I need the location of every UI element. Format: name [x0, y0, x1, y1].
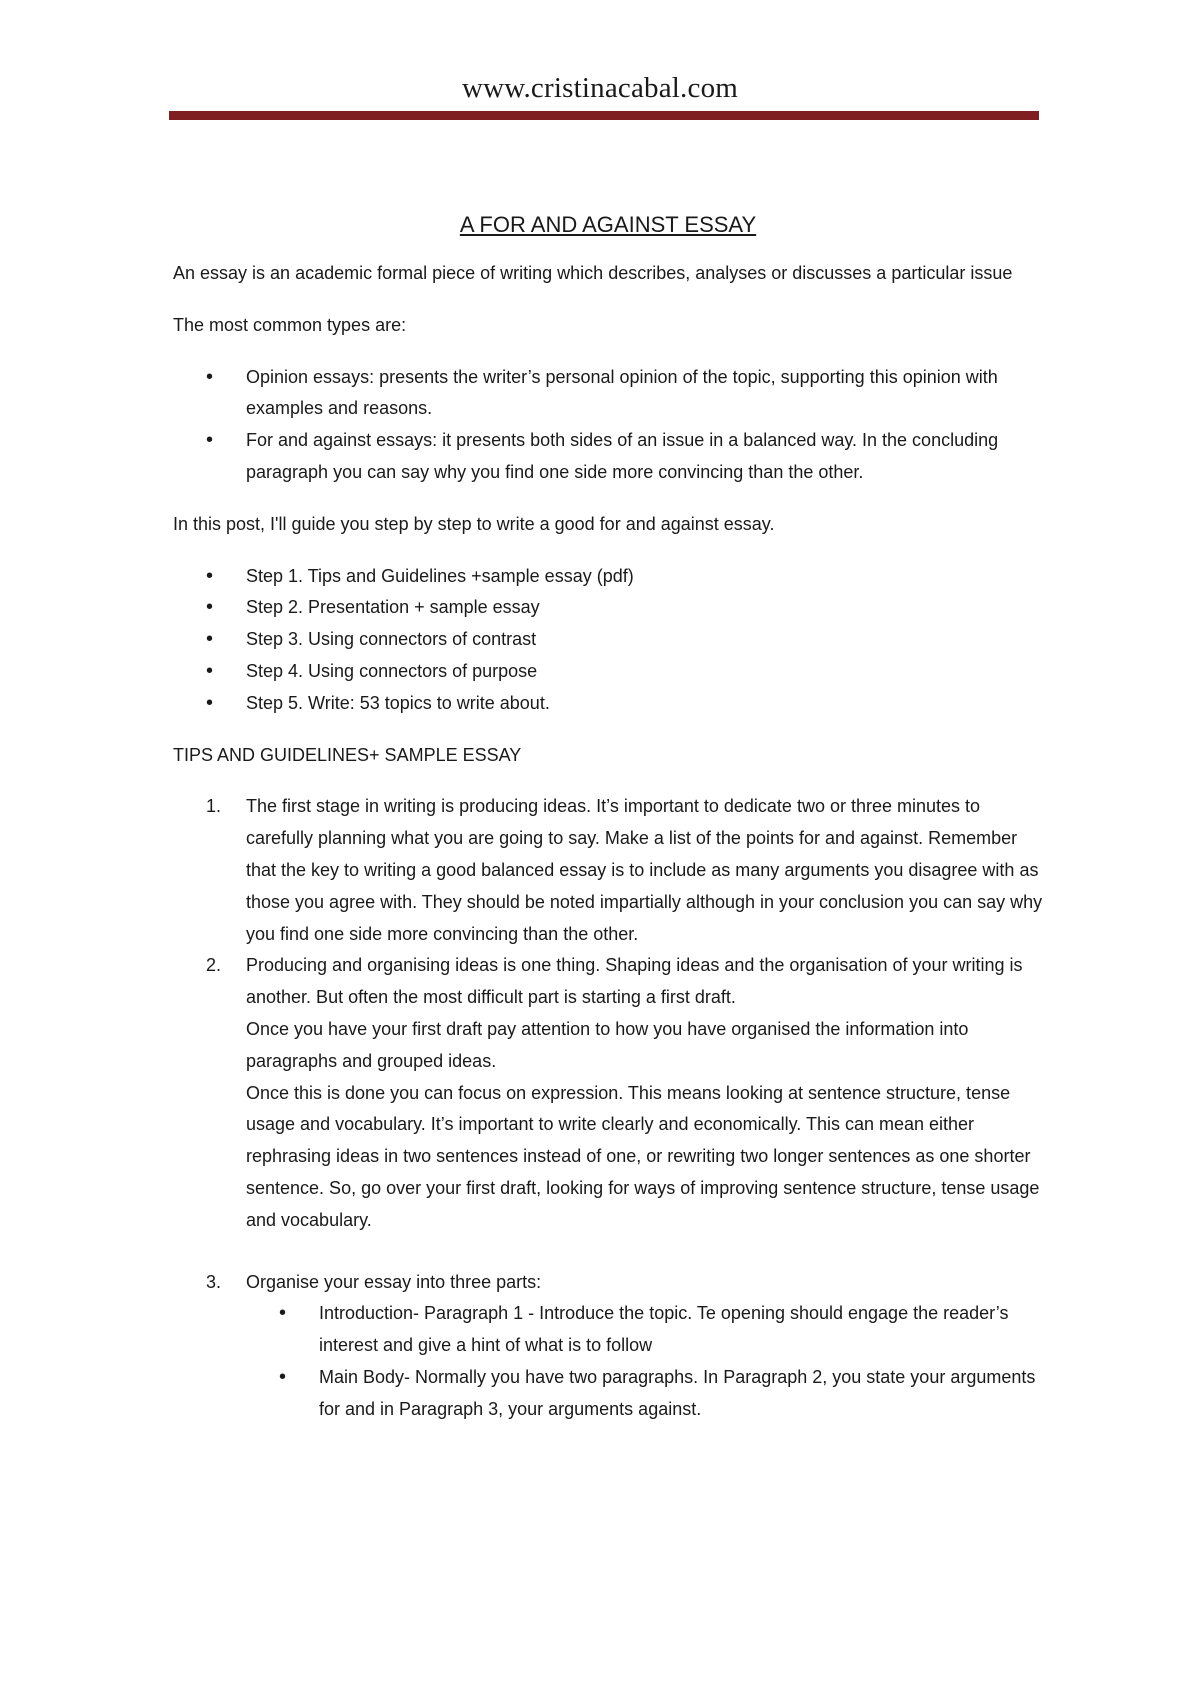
site-header[interactable]: www.cristinacabal.com: [461, 72, 739, 104]
intro-paragraph: An essay is an academic formal piece of writing which describes, analyses or discusses a particular issue: [173, 263, 1013, 283]
tip-text: The first stage in writing is producing ideas. It’s important to dedicate two or three minutes to carefully planning what you are going to say. Make a list of the points for and against. Remember that the key to writing a good balanced essay is to include as many arguments you disagree with as those you agree with. They should be noted impartially although in your conclusion you can say why you find one side more convincing than the other.: [246, 796, 1043, 944]
tip-item-1: [173, 791, 1043, 950]
step-item-5[interactable]: • Step 5. Write: 53 topics to write about.: [173, 688, 1043, 720]
tip-text: Producing and organising ideas is one thing. Shaping ideas and the organisation of your writing is another. But often the most difficult part is starting a first draft.: [246, 955, 1023, 1008]
step-item-2[interactable]: • Step 2. Presentation + sample essay: [173, 592, 1043, 624]
steps-list: [173, 561, 1043, 720]
step-item-1[interactable]: • Step 1. Tips and Guidelines +sample essay (pdf): [173, 561, 1043, 593]
essay-types-list: [173, 362, 1043, 489]
step-item-4[interactable]: • Step 4. Using connectors of purpose: [173, 656, 1043, 688]
list-item-for-and-against-essays: • For and against essays: it presents both sides of an issue in a balanced way. In the concluding paragraph you can say why you find one side more convincing than the other.: [173, 425, 1043, 489]
tip-text-continued: Once this is done you can focus on expression. This means looking at sentence structure, tense usage and vocabulary. It’s important to write clearly and economically. This can mean either rephrasing ideas in two sentences instead of one, or rewriting two longer sentences as one shorter sentence. So, go over your first draft, looking for ways of improving sentence structure, tense usage and vocabulary.: [246, 1082, 1040, 1230]
document-body: [173, 210, 1043, 1446]
tips-list: [173, 791, 1043, 1425]
essay-parts-list: [246, 1298, 1043, 1425]
list-item-opinion-essays: • Opinion essays: presents the writer’s personal opinion of the topic, supporting this opinion with examples and reasons.: [173, 362, 1043, 426]
tip-number: 2.: [206, 955, 222, 976]
tip-number: 3.: [206, 1271, 222, 1292]
tip-text-continued: Once you have your first draft pay attention to how you have organised the information into paragraphs and grouped ideas.: [246, 1018, 969, 1071]
header-divider: [169, 111, 1039, 120]
spacer: [173, 1237, 1043, 1267]
types-intro: The most common types are:: [173, 314, 407, 335]
tip-item-2: [173, 950, 1043, 1236]
tip-item-3: [173, 1267, 1043, 1426]
part-item-introduction: • Introduction- Paragraph 1 - Introduce the topic. Te opening should engage the reader’s interest and give a hint of what is to follow: [246, 1298, 1043, 1362]
part-item-main-body: • Main Body- Normally you have two paragraphs. In Paragraph 2, you state your arguments for and in Paragraph 3, your arguments against.: [246, 1362, 1043, 1426]
tip-number: 1.: [206, 796, 222, 817]
tip-text: Organise your essay into three parts:: [246, 1271, 542, 1292]
section-heading: TIPS AND GUIDELINES+ SAMPLE ESSAY: [173, 744, 522, 765]
step-item-3[interactable]: • Step 3. Using connectors of contrast: [173, 624, 1043, 656]
page-title: A FOR AND AGAINST ESSAY: [459, 212, 757, 237]
guide-paragraph: In this post, I'll guide you step by step to write a good for and against essay.: [173, 513, 775, 534]
